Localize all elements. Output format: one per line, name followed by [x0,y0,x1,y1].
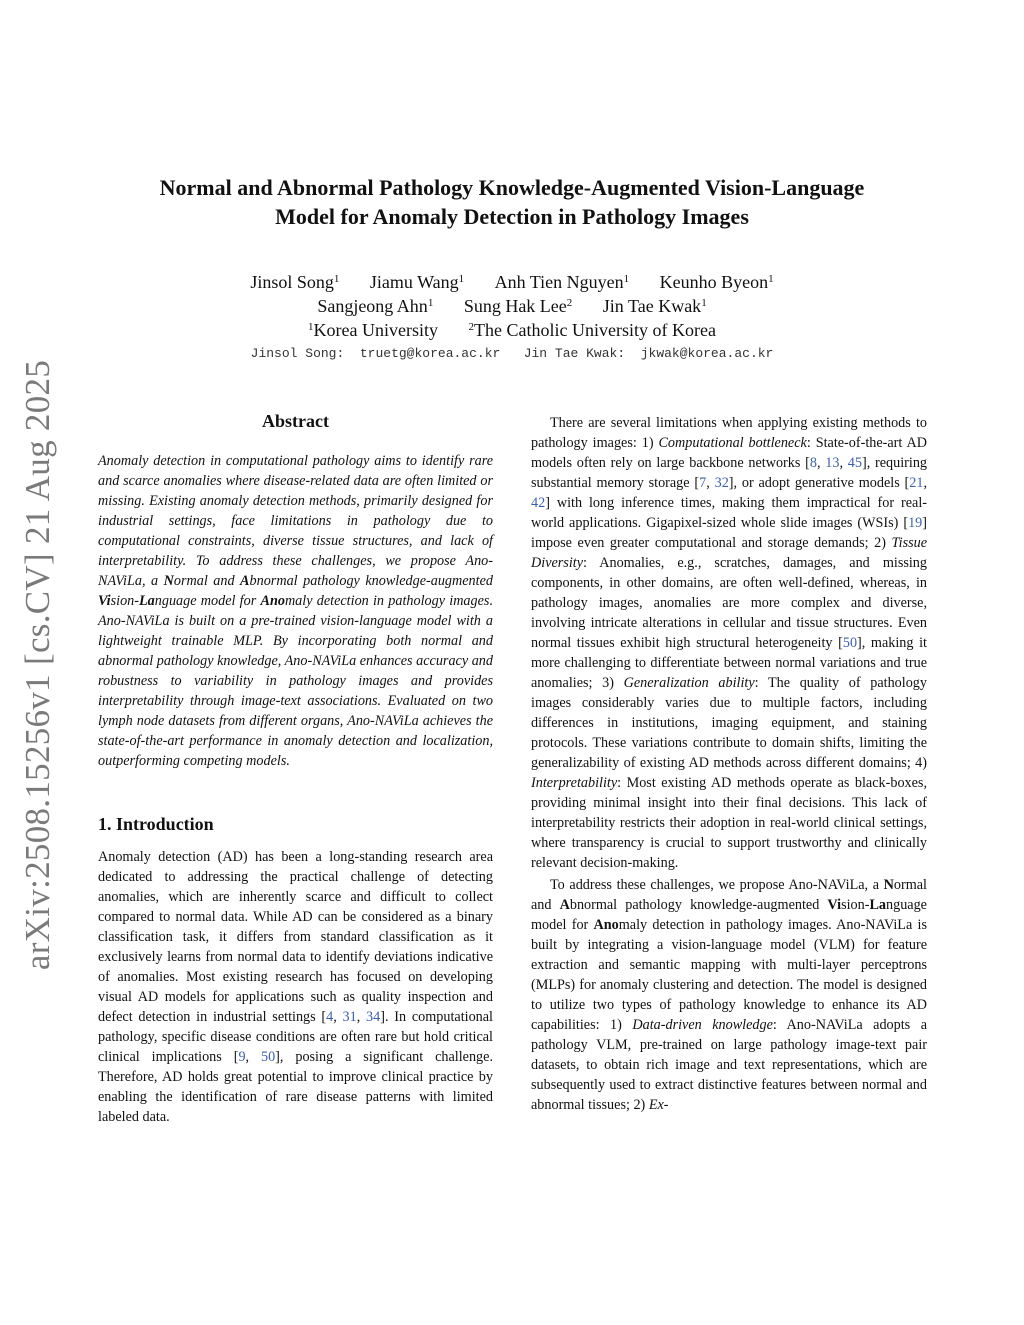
section-heading-introduction: 1. Introduction [98,814,214,834]
citation-link[interactable]: 34 [366,1009,381,1025]
right-column [531,413,927,1115]
paper-title [90,173,934,231]
contact-emails: Jinsol Song: truetg@korea.ac.kr Jin Tae Kwak: jkwak@korea.ac.kr [250,346,774,361]
citation-link[interactable]: 50 [260,1049,276,1065]
author-row-2 [60,294,964,318]
title-line-2: Model for Anomaly Detection in Pathology Images [275,204,749,229]
citation-link[interactable]: 7 [699,475,707,491]
abstract-text: Anomaly detection in computational pathology aims to identify rare and scarce anomalies where disease-related data are often limited or missing. Existing anomaly detection methods, primarily designed for industrial settings, face limitations in pathology due to computational constraints, diverse tissue structures, and lack of interpretability. To address these challenges, we propose Ano-NAViLa, a Normal and Abnormal pathology knowledge-augmented Vision-Language model for Anomaly detection in pathology images. Ano-NAViLa is built on a pre-trained vision-language model with a lightweight trainable MLP. By incorporating both normal and abnormal pathology knowledge, Ano-NAViLa enhances accuracy and robustness to variability in pathology images and provides interpretability through image-text associations. Evaluated on two lymph node datasets from different organs, Ano-NAViLa achieves the state-of-the-art performance in anomaly detection and localization, outperforming competing models. [98,453,493,769]
author: Keunho Byeon$^1$ [659,272,774,292]
citation-link[interactable]: 19 [908,515,923,531]
citation-link[interactable]: 31 [342,1009,357,1025]
arxiv-id: arXiv:2508.15256v1 [cs.CV] 21 Aug 2025 [18,359,57,971]
title-line-1: Normal and Abnormal Pathology Knowledge-Augmented Vision-Language [159,175,865,200]
left-column [98,410,493,1127]
arxiv-watermark [8,359,68,971]
author: Anh Tien Nguyen$^1$ [494,272,630,292]
citation-link[interactable]: 21 [909,475,924,491]
author: Jiamu Wang$^1$ [369,272,465,292]
abstract-heading: Abstract [262,411,329,431]
affiliation: $^1$Korea University [308,320,439,340]
citation-link[interactable]: 42 [531,495,546,511]
citation-link[interactable]: 32 [714,475,729,491]
citation-link[interactable]: 50 [842,635,858,651]
citation-link[interactable]: 8 [809,455,817,471]
affiliations [60,318,964,342]
citation-link[interactable]: 4 [326,1009,334,1025]
citation-link[interactable]: 9 [238,1049,246,1065]
affiliation: $^2$The Catholic University of Korea [468,320,716,340]
author-block [60,270,964,342]
author-row-1 [60,270,964,294]
citation-link[interactable]: 45 [847,455,862,471]
author: Sangjeong Ahn$^1$ [317,296,434,316]
author: Jinsol Song$^1$ [250,272,340,292]
limitations-paragraph: There are several limitations when applying existing methods to pathology images: 1) Computational bottleneck: State-of-the-art AD models often rely on large backbone networks [8, 13, 45], requiring substantial memory storage [7, 32], or adopt generative models [21, 42] with long inference times, making them impractical for real-world applications. Gigapixel-sized whole slide images (WSIs) [19] impose even greater computational and storage demands; 2) Tissue Diversity: Anomalies, e.g., scratches, damages, and missing components, in other domains, are often well-defined, whereas, in pathology images, anomalies are more complex and diverse, involving intricate alterations in cellular and tissue structures. Even normal tissues exhibit high structural heterogeneity [50], making it more challenging to differentiate between normal variations and true anomalies; 3) Generalization ability: The quality of pathology images considerably varies due to multiple factors, including differences in institutions, imaging equipment, and staining protocols. These variations contribute to domain shifts, limiting the generalizability of existing AD methods across different domains; 4) Interpretability: Most existing AD methods operate as black-boxes, providing minimal insight into their final decisions. This lack of interpretability restricts their adoption in real-world clinical settings, where transparency is crucial to support trustworthy and clinically relevant decision-making. [531,415,928,871]
citation-link[interactable]: 13 [825,455,840,471]
author: Sung Hak Lee$^2$ [463,296,573,316]
proposal-paragraph: To address these challenges, we propose Ano-NAViLa, a Normal and Abnormal pathology knowledge-augmented Vision-Language model for Anomaly detection in pathology images. Ano-NAViLa is built by integrating a vision-language model (VLM) for feature extraction and semantic mapping with multi-layer perceptrons (MLPs) for anomaly clustering and detection. The model is designed to utilize two types of pathology knowledge to enhance its AD capabilities: 1) Data-driven knowledge: Ano-NAViLa adopts a pathology VLM, pre-trained on large pathology image-text pair datasets, to obtain rich image and text representations, which are subsequently used to extract distinctive features between normal and abnormal tissues; 2) Ex- [531,877,927,1113]
intro-paragraph: Anomaly detection (AD) has been a long-standing research area dedicated to addressing the practical challenge of detecting anomalies, which are inherently scarce and difficult to collect compared to normal data. While AD can be considered as a binary classification task, it differs from standard classification as it exclusively learns from normal data to identify deviations indicative of anomalies. Most existing research has focused on developing visual AD models for applications such as quality inspection and defect detection in industrial settings [4, 31, 34]. In computational pathology, specific disease conditions are often rare but hold critical clinical implications [9, 50], posing a significant challenge. Therefore, AD holds great potential to improve clinical practice by enabling the identification of rare disease patterns with limited labeled data. [98,849,494,1125]
author: Jin Tae Kwak$^1$ [602,296,707,316]
